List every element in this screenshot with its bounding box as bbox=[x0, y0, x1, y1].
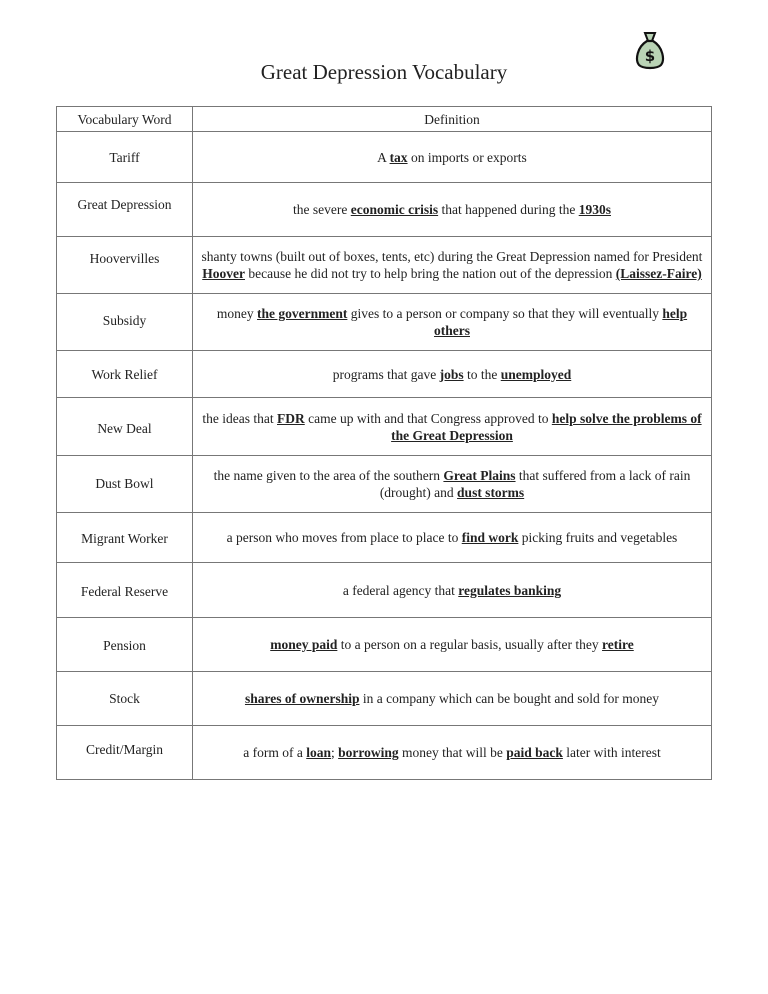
key-term: regulates banking bbox=[458, 582, 562, 598]
definition-text: money that will be bbox=[398, 745, 507, 760]
key-term: help solve the problems of the Great Depression bbox=[391, 410, 702, 443]
table-row bbox=[57, 294, 712, 351]
definition bbox=[193, 672, 712, 726]
definition-text: a federal agency that bbox=[342, 582, 459, 598]
table-row bbox=[57, 183, 712, 237]
key-term: money paid bbox=[270, 637, 338, 652]
definition bbox=[193, 726, 712, 780]
vocabulary-word: Subsidy bbox=[57, 294, 193, 351]
definition-text: a form of a bbox=[243, 745, 307, 760]
header-vocabulary-word: Vocabulary Word bbox=[57, 107, 193, 132]
vocabulary-word: Tariff bbox=[57, 132, 193, 183]
table-row bbox=[57, 351, 712, 398]
table-row bbox=[57, 618, 712, 672]
definition bbox=[193, 456, 712, 513]
key-term: shares of ownership bbox=[244, 691, 360, 706]
svg-text:$: $ bbox=[644, 47, 656, 65]
definition bbox=[193, 351, 712, 398]
key-term: Hoover bbox=[202, 266, 245, 281]
key-term: (Laissez-Faire) bbox=[615, 266, 702, 281]
key-term: the government bbox=[257, 306, 348, 321]
table-header-row bbox=[57, 107, 712, 132]
vocabulary-word: Migrant Worker bbox=[57, 513, 193, 563]
vocabulary-word: Federal Reserve bbox=[57, 563, 193, 618]
definition bbox=[193, 563, 712, 618]
key-term: FDR bbox=[277, 410, 305, 426]
money-bag-icon bbox=[633, 30, 667, 70]
definition-text: to the bbox=[463, 366, 501, 382]
vocabulary-table bbox=[56, 106, 712, 780]
key-term: help others bbox=[434, 306, 688, 338]
definition bbox=[193, 513, 712, 563]
table-row bbox=[57, 726, 712, 780]
definition-text: in a company which can be bought and sold for money bbox=[359, 691, 660, 706]
key-term: dust storms bbox=[457, 485, 525, 500]
vocabulary-word: Hoovervilles bbox=[57, 237, 193, 294]
definition-text: gives to a person or company so that they will eventually bbox=[347, 306, 663, 321]
definition-text: later with interest bbox=[562, 745, 661, 760]
definition-text: to a person on a regular basis, usually after they bbox=[337, 637, 603, 652]
definition-text: a person who moves from place to place to bbox=[226, 530, 462, 545]
vocabulary-word: Work Relief bbox=[57, 351, 193, 398]
definition-text: that happened during the bbox=[438, 202, 579, 217]
definition-text: picking fruits and vegetables bbox=[518, 530, 678, 545]
definition-text: came up with and that Congress approved to bbox=[304, 410, 552, 426]
definition bbox=[193, 132, 712, 183]
table-row bbox=[57, 672, 712, 726]
definition bbox=[193, 237, 712, 294]
key-term: find work bbox=[461, 530, 519, 545]
table-row bbox=[57, 456, 712, 513]
definition-text: the ideas that bbox=[202, 410, 277, 426]
header-definition: Definition bbox=[193, 107, 712, 132]
table-row bbox=[57, 237, 712, 294]
table-row bbox=[57, 398, 712, 456]
key-term: retire bbox=[602, 637, 634, 652]
key-term: paid back bbox=[506, 745, 563, 760]
definition bbox=[193, 398, 712, 456]
key-term: unemployed bbox=[500, 366, 572, 382]
key-term: tax bbox=[389, 149, 408, 165]
key-term: borrowing bbox=[338, 745, 399, 760]
definition-text: programs that gave bbox=[332, 366, 440, 382]
definition-text: that suffered from a lack of rain (drought) and bbox=[379, 468, 691, 500]
definition-text: money bbox=[216, 306, 258, 321]
table-row bbox=[57, 132, 712, 183]
vocabulary-word: Credit/Margin bbox=[57, 726, 193, 780]
table-row bbox=[57, 513, 712, 563]
definition-text: A bbox=[377, 149, 390, 165]
vocabulary-word: Stock bbox=[57, 672, 193, 726]
definition-text: on imports or exports bbox=[407, 149, 527, 165]
page-title: Great Depression Vocabulary bbox=[260, 60, 508, 84]
vocabulary-word: New Deal bbox=[57, 398, 193, 456]
definition bbox=[193, 294, 712, 351]
vocabulary-word: Pension bbox=[57, 618, 193, 672]
key-term: economic crisis bbox=[350, 202, 439, 217]
key-term: 1930s bbox=[578, 202, 611, 217]
vocabulary-word: Dust Bowl bbox=[57, 456, 193, 513]
vocabulary-word: Great Depression bbox=[57, 183, 193, 237]
definition bbox=[193, 183, 712, 237]
definition-text: the name given to the area of the southern bbox=[213, 468, 444, 483]
definition-text: because he did not try to help bring the nation out of the depression bbox=[244, 266, 616, 281]
key-term: Great Plains bbox=[443, 468, 516, 483]
key-term: loan bbox=[306, 745, 331, 760]
definition-text: ; bbox=[330, 745, 339, 760]
definition-text: shanty towns (built out of boxes, tents, etc) during the Great Depression named for President bbox=[201, 249, 703, 264]
key-term: jobs bbox=[439, 366, 464, 382]
table-row bbox=[57, 563, 712, 618]
definition bbox=[193, 618, 712, 672]
definition-text: the severe bbox=[293, 202, 351, 217]
